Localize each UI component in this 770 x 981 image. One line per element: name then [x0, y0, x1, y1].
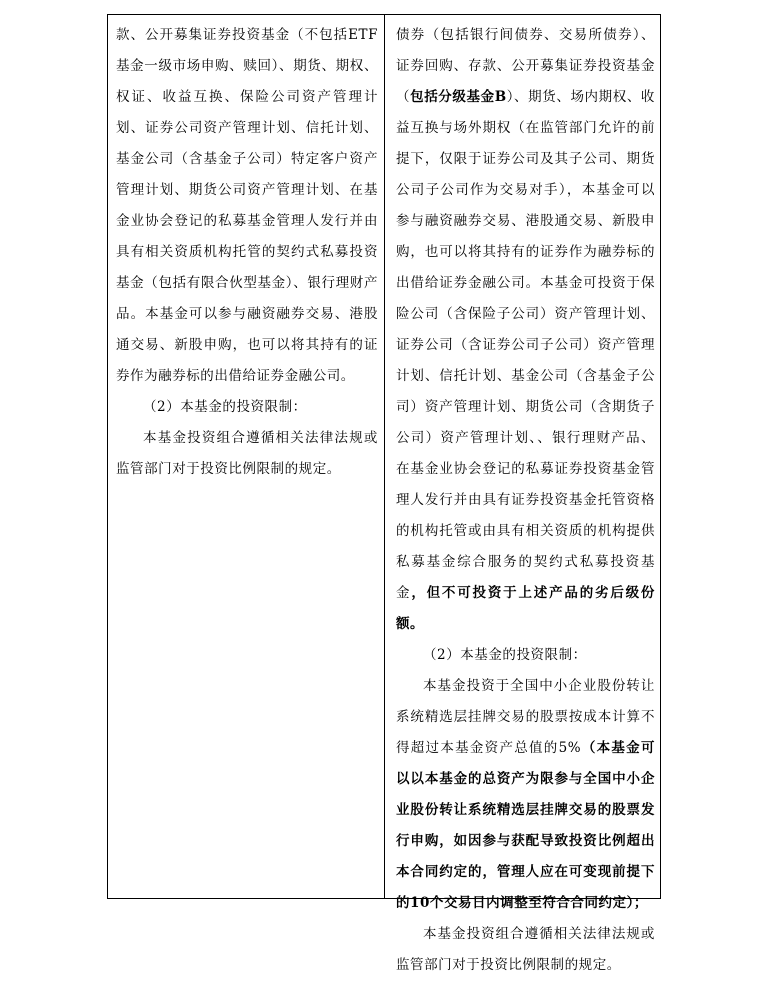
- right-para2-bold: （本基金可以以本基金的总资产为限参与全国中小企业股份转让系统精选层挂牌交易的股票发行申购，如因参与获配导致投资比例超出本合同约定的，管理人应在可变现前提下的10个交易日内调整至符合合同约定）；: [396, 740, 655, 911]
- right-paragraph-3: 本基金投资组合遵循相关法律法规或监管部门对于投资比例限制的规定。: [396, 926, 655, 973]
- left-cell-text: [116, 20, 378, 485]
- left-paragraph-2: 本基金投资组合遵循相关法律法规或监管部门对于投资比例限制的规定。: [116, 430, 378, 477]
- right-para1-text-b: ）、期货、场内期权、收益互换与场外期权（在监管部门允许的前提下，仅限于证券公司及其子公司、期货公司子公司作为交易对手），本基金可以参与融资融券交易、港股通交易、新股申购，也可以将其持有的证券作为融券标的出借给证券金融公司。本基金可投资于保险公司（含保险子公司）资产管理计划、证券公司（含证券公司子公司）资产管理计划、信托计划、基金公司（含基金子公司）资产管理计划、期货公司（含期货子公司）资产管理计划、、银行理财产品、在基金业协会登记的私募证券投资基金管理人发行并由具有证券投资基金托管资格的机构托管或由具有相关资质的机构提供私募基金综合服务的契约式私募投资基金: [396, 89, 655, 601]
- left-paragraph-1: 款、公开募集证券投资基金（不包括ETF基金一级市场申购、赎回）、期货、期权、权证、收益互换、保险公司资产管理计划、证券公司资产管理计划、信托计划、基金公司（含基金子公司）特定客户资产管理计划、期货公司资产管理计划、在基金业协会登记的私募基金管理人发行并由具有相关资质机构托管的契约式私募投资基金（包括有限合伙型基金）、银行理财产品。本基金可以参与融资融券交易、港股通交易、新股申购，也可以将其持有的证券作为融券标的出借给证券金融公司。: [116, 27, 378, 384]
- right-para1-text-a: 债券（包括银行间债券、交易所债券）、证券回购、存款、公开募集证券投资基金（: [396, 27, 655, 105]
- comparison-table: [107, 14, 661, 973]
- left-cell: [107, 15, 385, 898]
- right-para1-bold-b: ，但不可投资于上述产品的劣后级份额。: [396, 585, 655, 632]
- right-cell: [384, 15, 661, 973]
- left-heading-limits: （2）本基金的投资限制：: [143, 399, 307, 415]
- right-paragraph-1: [396, 20, 655, 640]
- right-paragraph-2: [396, 671, 655, 919]
- right-para2-text: 本基金投资于全国中小企业股份转让系统精选层挂牌交易的股票按成本计算不得超过本基金资产总值的5%: [396, 678, 655, 756]
- right-heading-limits: （2）本基金的投资限制：: [423, 647, 587, 663]
- right-para1-bold-a: 包括分级基金B: [410, 89, 507, 105]
- right-cell-text: [396, 20, 655, 981]
